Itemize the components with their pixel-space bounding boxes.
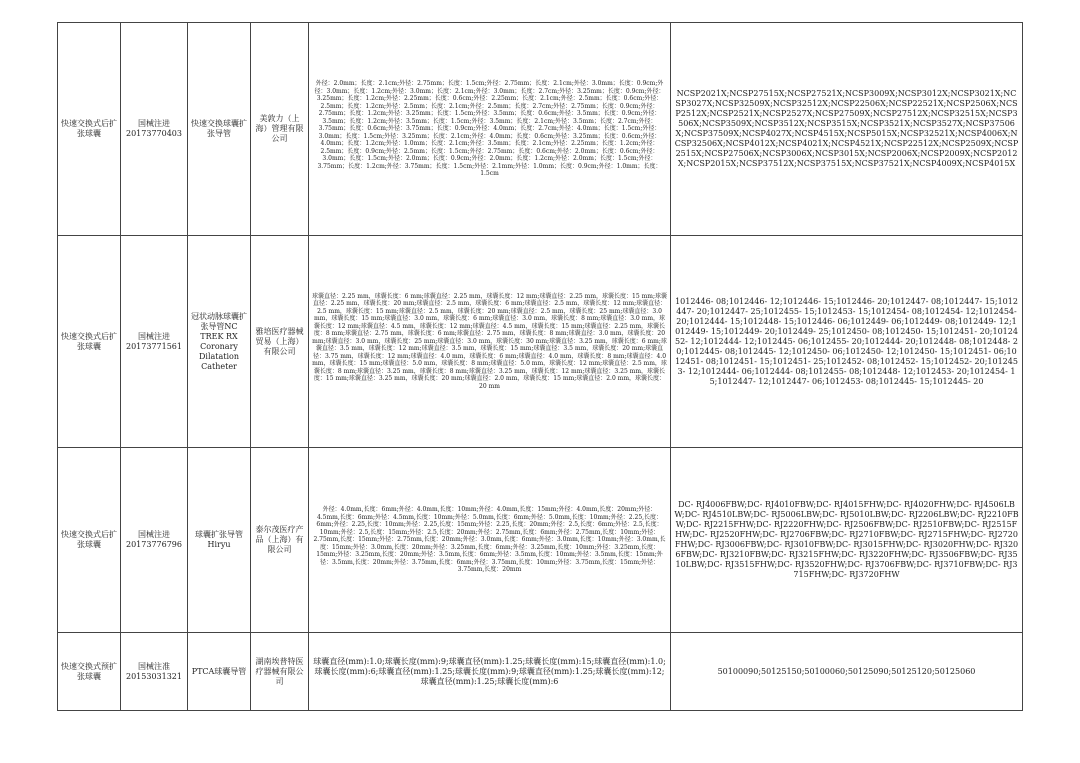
registration-number-cell: 国械注进20173771561 [121,236,188,448]
company-cell: 泰尔茂医疗产品（上海）有限公司 [251,448,309,633]
product-name-cell: 冠状动脉球囊扩张导管NC TREK RX Coronary Dilatation Catheter [188,236,251,448]
product-name-cell: 球囊扩张导管Hiryu [188,448,251,633]
table-row [58,236,1023,448]
specification-cell: 外径：2.0mm；长度：2.1cm;外径：2.75mm；长度：1.5cm;外径：2.75mm；长度：2.1cm;外径：3.0mm；长度：0.9cm;外径：3.0mm；长度：1.2cm;外径：3.0mm；长度：2.1cm;外径：3.0mm；长度：2.7cm;外径：3.25mm；长度：0.9cm;外径：3.25mm；长度：1.2cm;外径：2.25mm；长度：0.6cm;外径：2.25mm；长度：2.1cm;外径：2.5mm；长度：0.6cm;外径：2.5mm；长度：1.2cm;外径：2.5mm；长度：2.1cm;外径：2.5mm；长度：2.7cm;外径：2.75mm；长度：0.9cm;外径：2.75mm；长度：1.2cm;外径：3.25mm；长度：1.5cm;外径：3.5mm；长度：0.6cm;外径：3.5mm；长度：0.9cm;外径：3.5mm；长度：1.2cm;外径：3.5mm；长度：1.5cm;外径：3.5mm；长度：2.1cm;外径：3.5mm；长度：2.7cm;外径：3.75mm；长度：0.6cm;外径：3.75mm；长度：0.9cm;外径：4.0mm；长度：2.7cm;外径：4.0mm；长度：1.5cm;外径：3.0mm；长度：1.5cm;外径：3.25mm；长度：2.1cm;外径：4.0mm；长度：0.6cm;外径：3.25mm；长度：0.6cm;外径：4.0mm；长度：1.2cm;外径：1.0mm；长度：2.1cm;外径：3.5mm；长度：2.1cm;外径：2.25mm；长度：1.2cm;外径：2.5mm；长度：0.9cm;外径：2.5mm；长度：1.5cm;外径：2.75mm；长度：0.6cm;外径：2.0mm；长度：0.6cm;外径：3.0mm；长度：1.5cm;外径：2.0mm；长度：0.9cm;外径：2.0mm；长度：1.2cm;外径：2.0mm；长度：1.5cm;外径：3.75mm；长度：1.2cm;外径：3.75mm；长度：1.5cm;外径：2.1mm;外径：1.0mm；长度：0.9cm;外径：1.0mm；长度：1.5cm [309,23,671,236]
registration-number-cell: 国械注准20153031321 [121,633,188,711]
registration-table [57,22,1023,711]
product-category-cell: 快速交换式后扩张球囊 [58,23,121,236]
company-cell: 美敦力（上海）管理有限公司 [251,23,309,236]
product-category-cell: 快速交换式预扩张球囊 [58,633,121,711]
model-cell: DC- RJ4006FBW;DC- RJ4010FBW;DC- RJ4015FHW;DC- RJ4020FHW;DC- RJ4506LBW;DC- RJ4510LBW;DC- RJ5006LBW;DC- RJ5010LBW;DC- RJ2206LBW;DC- RJ2210FBW;DC- RJ2215FHW;DC- RJ2220FHW;DC- RJ2506FBW;DC- RJ2510FBW;DC- RJ2515FHW;DC- RJ2520FHW;DC- RJ2706FBW;DC- RJ2710FBW;DC- RJ2715FHW;DC- RJ2720FHW;DC- RJ3006FBW;DC- RJ3010FBW;DC- RJ3015FHW;DC- RJ3020FHW;DC- RJ3206FBW;DC- RJ3210FBW;DC- RJ3215FHW;DC- RJ3220FHW;DC- RJ3506FBW;DC- RJ3510LBW;DC- RJ3515FHW;DC- RJ3520FHW;DC- RJ3706FBW;DC- RJ3710FBW;DC- RJ3715FHW;DC- RJ3720FHW [671,448,1023,633]
model-cell: 1012446- 08;1012446- 12;1012446- 15;1012446- 20;1012447- 08;1012447- 15;1012447- 20;1012447- 25;1012455- 15;1012453- 15;1012454- 08;1012454- 12;1012454- 20;1012444- 15;1012448- 15;1012446- 06;1012449- 06;1012449- 08;1012449- 12;1012449- 15;1012449- 20;1012449- 25;1012450- 08;1012450- 15;1012451- 20;1012452- 12;1012444- 12;1012445- 06;1012455- 20;1012444- 20;1012448- 08;1012448- 20;1012445- 08;1012445- 12;1012450- 06;1012450- 12;1012450- 15;1012451- 06;1012451- 08;1012451- 15;1012451- 25;1012452- 08;1012452- 15;1012452- 20;1012453- 12;1012444- 06;1012444- 08;1012455- 08;1012448- 12;1012453- 20;1012454- 15;1012447- 12;1012447- 06;1012453- 08;1012445- 15;1012445- 20 [671,236,1023,448]
specification-cell: 球囊直径：2.25 mm，球囊长度：6 mm;球囊直径：2.25 mm，球囊长度：12 mm;球囊直径：2.25 mm，球囊长度：15 mm;球囊直径：2.25 mm，球囊长度：20 mm;球囊直径：2.5 mm，球囊长度：6 mm;球囊直径：2.5 mm，球囊长度：12 mm;球囊直径：2.5 mm，球囊长度：15 mm;球囊直径：2.5 mm，球囊长度：20 mm;球囊直径：2.5 mm，球囊长度：25 mm;球囊直径：3.0 mm，球囊长度：15 mm;球囊直径：3.0 mm，球囊长度：6 mm;球囊直径：3.0 mm，球囊长度：8 mm;球囊直径：3.0 mm，球囊长度：12 mm;球囊直径：4.5 mm，球囊长度：12 mm;球囊直径：4.5 mm，球囊长度：15 mm;球囊直径：2.25 mm，球囊长度：8 mm;球囊直径：2.75 mm，球囊长度：6 mm;球囊直径：2.75 mm，球囊长度：8 mm;球囊直径：3.0 mm，球囊长度：20 mm;球囊直径：3.0 mm，球囊长度：25 mm;球囊直径：3.0 mm，球囊长度：30 mm;球囊直径：3.25 mm，球囊长度：6 mm;球囊直径：3.5 mm，球囊长度：12 mm;球囊直径：3.5 mm，球囊长度：15 mm;球囊直径：3.5 mm，球囊长度：20 mm;球囊直径：3.75 mm，球囊长度：12 mm;球囊直径：4.0 mm，球囊长度：6 mm;球囊直径：4.0 mm，球囊长度：8 mm;球囊直径：4.0 mm，球囊长度：15 mm;球囊直径：5.0 mm，球囊长度：8 mm;球囊直径：5.0 mm，球囊长度：12 mm;球囊直径：2.5 mm，球囊长度：8 mm;球囊直径：3.25 mm，球囊长度：8 mm;球囊直径：3.25 mm，球囊长度：12 mm;球囊直径：3.25 mm，球囊长度：15 mm;球囊直径：3.25 mm，球囊长度：20 mm;球囊直径：2.0 mm，球囊长度：15 mm;球囊直径：2.0 mm，球囊长度：20 mm [309,236,671,448]
company-cell: 雅培医疗器械贸易（上海）有限公司 [251,236,309,448]
model-cell: 50100090;50125150;50100060;50125090;50125120;50125060 [671,633,1023,711]
table-row [58,633,1023,711]
specification-cell: 外径：4.0mm,长度：6mm;外径：4.0mm,长度：10mm;外径：4.0mm,长度：15mm;外径：4.0mm,长度：20mm;外径：4.5mm,长度：6mm;外径：4.5mm,长度：10mm;外径：5.0mm,长度：6mm;外径：5.0mm,长度：10mm;外径：2.25,长度：6mm;外径：2.25,长度：10mm;外径：2.25,长度：15mm;外径：2.25,长度：20mm;外径：2.5,长度：6mm;外径：2.5,长度：10mm;外径：2.5,长度：15mm;外径：2.5,长度：20mm;外径：2.75mm,长度：6mm;外径：2.75mm,长度：10mm;外径：2.75mm,长度：15mm;外径：2.75mm,长度：20mm;外径：3.0mm,长度：6mm;外径：3.0mm,长度：10mm;外径：3.0mm,长度：15mm;外径：3.0mm,长度：20mm;外径：3.25mm,长度：6mm;外径：3.25mm,长度：10mm;外径：3.25mm,长度：15mm;外径：3.25mm,长度：20mm;外径：3.5mm,长度：6mm;外径：3.5mm,长度：10mm;外径：3.5mm,长度：15mm;外径：3.5mm,长度：20mm;外径：3.75mm,长度：6mm;外径：3.75mm,长度：10mm;外径：3.75mm,长度：15mm;外径：3.75mm,长度：20mm [309,448,671,633]
product-category-cell: 快速交换式后扩张球囊 [58,236,121,448]
registration-number-cell: 国械注进20173776796 [121,448,188,633]
product-name-cell: PTCA球囊导管 [188,633,251,711]
product-name-cell: 快速交换球囊扩张导管 [188,23,251,236]
table-row [58,448,1023,633]
specification-cell: 球囊直径(mm):1.0;球囊长度(mm):9;球囊直径(mm):1.25;球囊长度(mm):15;球囊直径(mm):1.0;球囊长度(mm):6;球囊直径(mm):1.25;球囊长度(mm):9;球囊直径(mm):1.25;球囊长度(mm):12;球囊直径(mm):1.25;球囊长度(mm):6 [309,633,671,711]
model-cell: NCSP2021X;NCSP27515X;NCSP27521X;NCSP3009X;NCSP3012X;NCSP3021X;NCSP3027X;NCSP32509X;NCSP32512X;NCSP22506X;NCSP22521X;NCSP2506X;NCSP2512X;NCSP2521X;NCSP2527X;NCSP27509X;NCSP27512X;NCSP32515X;NCSP3506X;NCSP3509X;NCSP3512X;NCSP3515X;NCSP3521X;NCSP3527X;NCSP37506X;NCSP37509X;NCSP4027X;NCSP4515X;NCSP5015X;NCSP32521X;NCSP4006X;NCSP32506X;NCSP4012X;NCSP4021X;NCSP4521X;NCSP22512X;NCSP2509X;NCSP2515X;NCSP27506X;NCSP3006X;NCSP3015X;NCSP2006X;NCSP2009X;NCSP2012X;NCSP2015X;NCSP37512X;NCSP37515X;NCSP37521X;NCSP4009X;NCSP4015X [671,23,1023,236]
product-category-cell: 快速交换式后扩张球囊 [58,448,121,633]
registration-number-cell: 国械注进20173770403 [121,23,188,236]
table-row [58,23,1023,236]
company-cell: 湖南埃普特医疗器械有限公司 [251,633,309,711]
